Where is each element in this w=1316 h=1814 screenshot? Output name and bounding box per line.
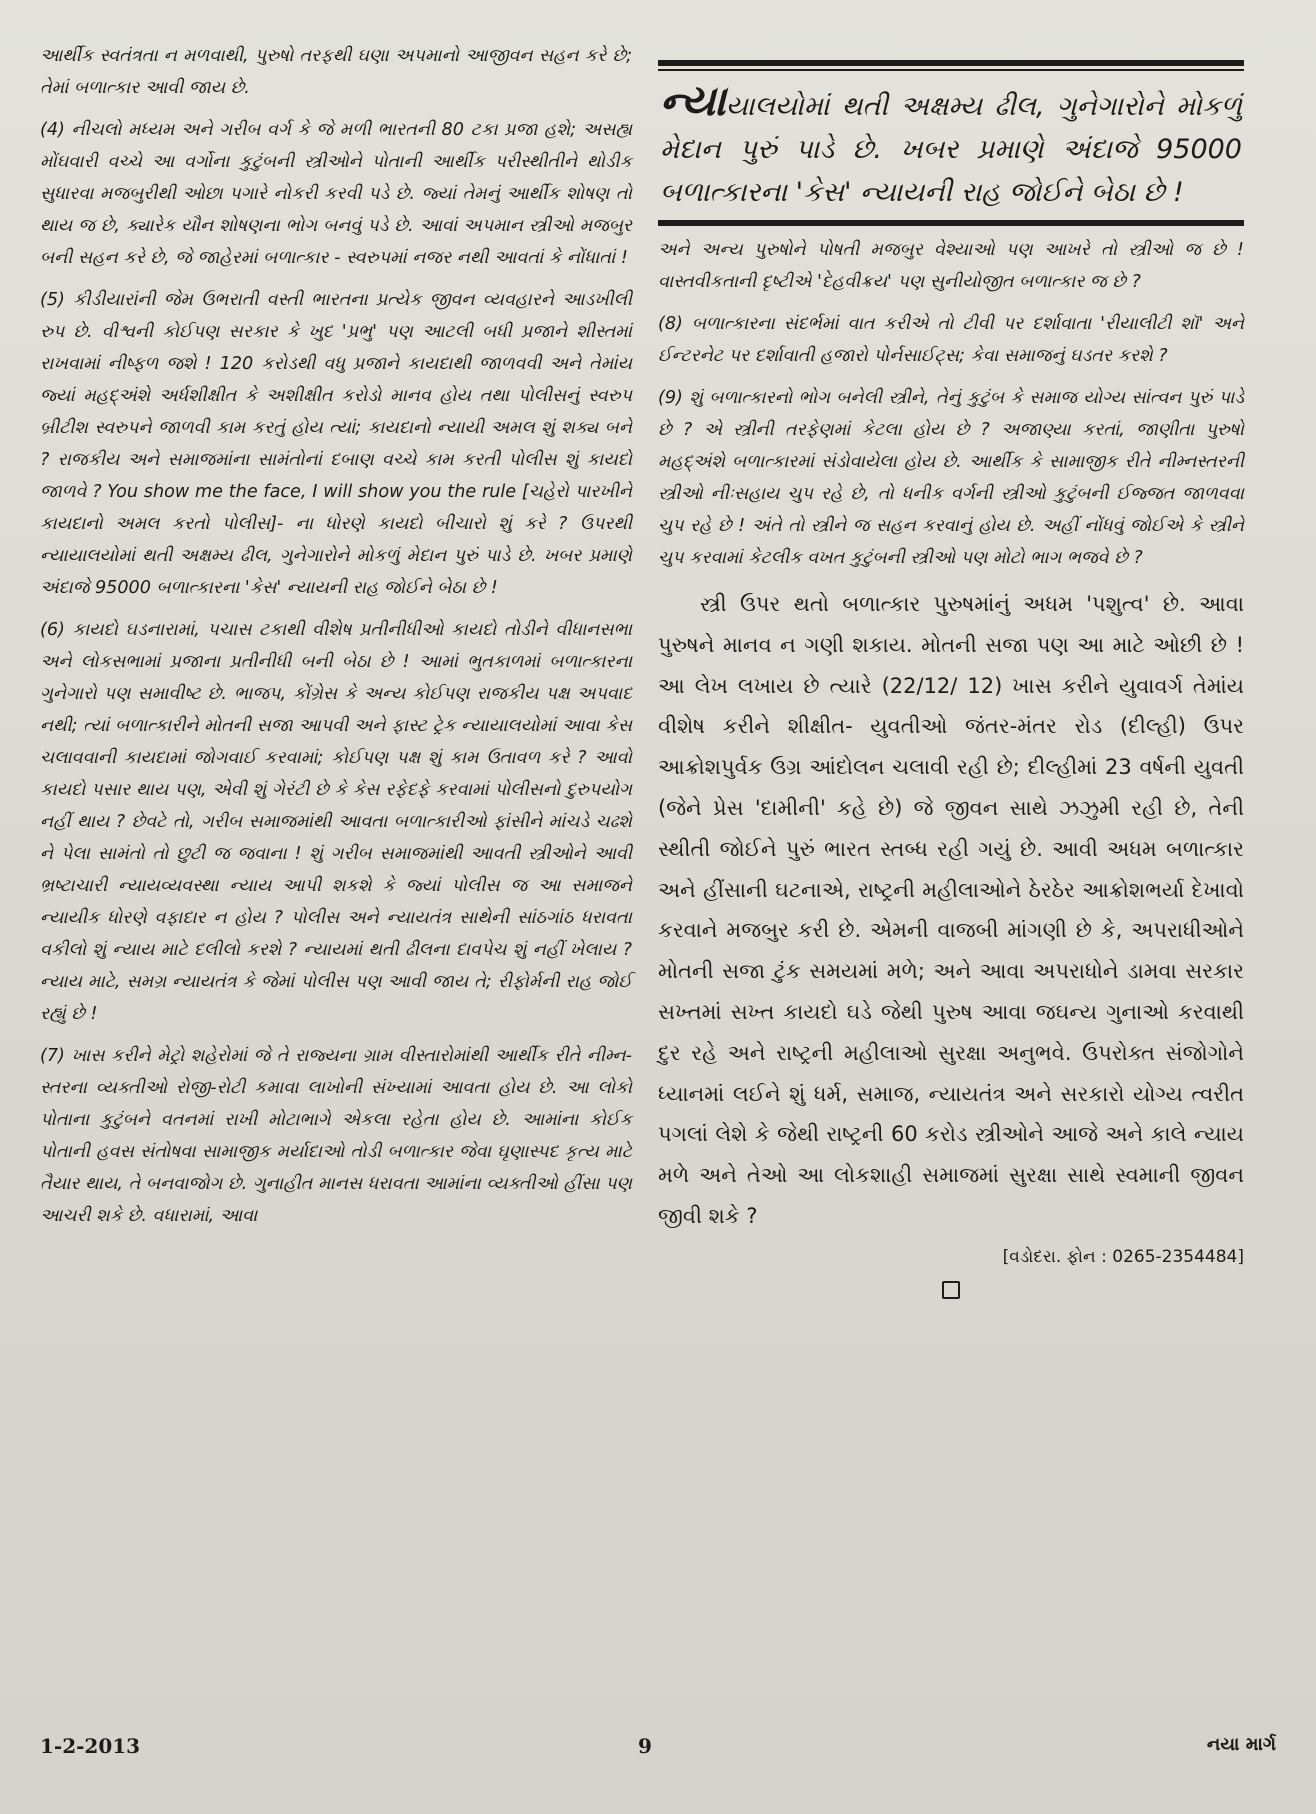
- pull-quote-text: યાલયોમાં થતી અક્ષમ્ય ઢીલ, ગુનેગારોને મોકળું મેદાન પુરું પાડે છે. ખબર પ્રમાણે અંદાજે 95000 બળાત્કારના 'કેસ' ન્યાયની રાહ જોઈને બેઠા છે !: [660, 91, 1242, 208]
- paragraph-point-6: (6) કાયદો ઘડનારામાં, પચાસ ટકાથી વીશેષ પ્રતીનીધીઓ કાયદો તોડીને વીધાનસભા અને લોકસભામાં પ્રજાના પ્રતીનીધી બની બેઠા છે ! આમાં ભુતકાળમાં બળાત્કારના ગુનેગારો પણ સમાવીષ્ટ છે. ભાજપ, કોંગ્રેસ કે અન્ય કોઈપણ રાજકીય પક્ષ અપવાદ નથી; ત્યાં બળાત્કારીને મોતની સજા આપવી અને ફાસ્ટ ટ્રેક ન્યાયાલયોમાં આવા કેસ ચલાવવાની કાયદામાં જોગવાઈ કરવામાં; કોઈપણ પક્ષ શું કામ ઉતાવળ કરે ? આવો કાયદો પસાર થાય પણ, એવી શું ગેરંટી છે કે કેસ રફેદફે કરવામાં પોલીસનો દુરુપયોગ નહીં થાય ? છેવટે તો, ગરીબ સમાજમાંથી આવતા બળાત્કારીઓ ફાંસીને માંચડે ચઢશે ને પેલા સામંતો તો છુટી જ જવાના ! શું ગરીબ સમાજમાંથી આવતી સ્ત્રીઓને આવી ભ્રષ્ટાચારી ન્યાયવ્યવસ્થા ન્યાય આપી શકશે કે જ્યાં પોલીસ જ આ સમાજને ન્યાયીક ધોરણે વફાદાર ન હોય ? પોલીસ અને ન્યાયતંત્ર સાથેની સાંઠગાંઠ ધરાવતા વકીલો શું ન્યાય માટે દલીલો કરશે ? ન્યાયમાં થતી ઢીલના દાવપેચ શું નહીં ખેલાય ? ન્યાય માટે, સમગ્ર ન્યાયતંત્ર કે જેમાં પોલીસ પણ આવી જાય તે; રીફોર્મની રાહ જોઈ રહ્યું છે !: [40, 620, 632, 1024]
- footer-page-number: 9: [638, 1734, 652, 1758]
- footer-date: 1-2-2013: [40, 1734, 141, 1758]
- paragraph-point-7: (7) ખાસ કરીને મેટ્રો શહેરોમાં જે તે રાજ્યના ગ્રામ વીસ્તારોમાંથી આર્થીક રીતે નીમ્ન- સ્તરના વ્યક્તીઓ રોજી-રોટી કમાવા લાખોની સંખ્યામાં આવતા હોય છે. આ લોકો પોતાના કુટુંબને વતનમાં રાખી મોટાભાગે એકલા રહેતા હોય છે. આમાંના કોઈક પોતાની હવસ સંતોષવા સામાજીક મર્યાદાઓ તોડી બળાત્કાર જેવા ઘૃણાસ્પદ કૃત્ય માટે તૈયાર થાય, તે બનવાજોગ છે. ગુનાહીત માનસ ધરાવતા આમાંના વ્યક્તીઓ હીંસા પણ આચરી શકે છે. વધારામાં, આવા: [40, 1046, 632, 1226]
- page-footer: [40, 1734, 1276, 1774]
- closing-text: સ્ત્રી ઉપર થતો બળાત્કાર પુરુષમાંનું અધમ 'પશુત્વ' છે. આવા પુરુષને માનવ ન ગણી શકાય. મોતની સજા પણ આ માટે ઓછી છે ! આ લેખ લખાય છે ત્યારે (22/12/ 12) ખાસ કરીને યુવાવર્ગ તેમાંય વીશેષ કરીને શીક્ષીત- યુવતીઓ જંતર-મંતર રોડ (દીલ્હી) ઉપર આક્રોશપુર્વક ઉગ્ર આંદોલન ચલાવી રહી છે; દીલ્હીમાં 23 વર્ષની યુવતી (જેને પ્રેસ 'દામીની' કહે છે) જે જીવન સાથે ઝઝુમી રહી છે, તેની સ્થીતી જોઈને પુરું ભારત સ્તબ્ધ રહી ગયું છે. આવી અધમ બળાત્કાર અને હીંસાની ઘટનાએ, રાષ્ટ્રની મહીલાઓને ઠેરઠેર આક્રોશભર્યા દેખાવો કરવાને મજબુર કરી છે. એમની વાજબી માંગણી છે કે, અપરાધીઓને મોતની સજા ટુંક સમયમાં મળે; અને આવા અપરાધોને ડામવા સરકાર સખ્તમાં સખ્ત કાયદો ઘડે જેથી પુરુષ આવા જઘન્ય ગુનાઓ કરવાથી દુર રહે અને રાષ્ટ્રની મહીલાઓ સુરક્ષા અનુભવે. ઉપરોક્ત સંજોગોને ધ્યાનમાં લઈને શું ધર્મ, સમાજ, ન્યાયતંત્ર અને સરકારો યોગ્ય ત્વરીત પગલાં લેશે કે જેથી રાષ્ટ્રની 60 કરોડ સ્ત્રીઓને આજે અને કાલે ન્યાય મળે અને તેઓ આ લોકશાહી સમાજમાં સુરક્ષા સાથે સ્વમાની જીવન જીવી શકે ?: [658, 592, 1244, 1228]
- paragraph-continuation: અને અન્ય પુરુષોને પોષતી મજબુર વેશ્યાઓ પણ આખરે તો સ્ત્રીઓ જ છે ! વાસ્તવીકતાની દૃષ્ટીએ 'દેહવીક્રય' પણ સુનીયોજીત બળાત્કાર જ છે ?: [658, 240, 1244, 292]
- paragraph-point-8: (8) બળાત્કારના સંદર્ભમાં વાત કરીએ તો ટીવી પર દર્શાવાતા 'રીયાલીટી શૉ' અને ઈન્ટરનેટ પર દર્શાવાતી હજારો પોર્નસાઈટ્સ; કેવા સમાજનું ઘડતર કરશે ?: [658, 314, 1244, 366]
- pull-quote-bottom-rule: [658, 220, 1244, 226]
- author-contact: [વડોદરા. ફોન : 0265-2354484]: [1002, 1246, 1244, 1267]
- right-italic-block: [658, 234, 1244, 574]
- right-column: [658, 60, 1244, 1299]
- pull-quote: [658, 71, 1244, 220]
- paragraph-point-4: (4) નીચલો મધ્યમ અને ગરીબ વર્ગ કે જે મળી ભારતની 80 ટકા પ્રજા હશે; અસહ્ય મોંઘવારી વચ્ચે આ વર્ગોના કુટુંબની સ્ત્રીઓને પોતાની આર્થીક પરીસ્થીતીને થોડીક સુધારવા મજબુરીથી ઓછા પગારે નોકરી કરવી પડે છે. જ્યાં તેમનું આર્થીક શોષણ તો થાય જ છે, ક્યારેક યૌન શોષણના ભોગ બનવું પડે છે. આવાં અપમાન સ્ત્રીઓ મજબુર બની સહન કરે છે, જે જાહેરમાં બળાત્કાર - સ્વરુપમાં નજર નથી આવતાં કે નોંધાતાં !: [40, 120, 632, 268]
- left-column: [40, 40, 632, 1242]
- pull-quote-dropcap: ન્યા: [660, 76, 726, 125]
- pull-quote-top-rule: [658, 60, 1244, 66]
- paragraph-point-5: (5) કીડીયારાંની જેમ ઉભરાતી વસ્તી ભારતના પ્રત્યેક જીવન વ્યવહારને આડખીલી રુપ છે. વીશ્વની કોઈપણ સરકાર કે ખુદ 'પ્રભુ' પણ આટલી બધી પ્રજાને શીસ્તમાં રાખવામાં નીષ્ફળ જશે ! 120 કરોડથી વધુ પ્રજાને કાયદાથી જાળવવી અને તેમાંય જ્યાં મહદ્અંશે અર્ધશીક્ષીત કે અશીક્ષીત કરોડો માનવ હોય તથા પોલીસનું સ્વરુપ બ્રીટીશ સ્વરુપને જાળવી કામ કરતું હોય ત્યાં; કાયદાનો ન્યાયી અમલ શું શક્ય બને ? રાજકીય અને સમાજમાંના સામંતોનાં દબાણ વચ્ચે કામ કરતી પોલીસ શું કાયદો જાળવે ? You show me the face, I will show you the rule [ચહેરો પારખીને કાયદાનો અમલ કરતો પોલીસ]- ના ધોરણે કાયદો બીચારો શું કરે ? ઉપરથી ન્યાયાલયોમાં થતી અક્ષમ્ય ઢીલ, ગુનેગારોને મોકળું મેદાન પુરું પાડે છે. ખબર પ્રમાણે અંદાજે 95000 બળાત્કારના 'કેસ' ન્યાયની રાહ જોઈને બેઠા છે !: [40, 290, 632, 598]
- paragraph-intro: આર્થીક સ્વતંત્રતા ન મળવાથી, પુરુષો તરફથી ઘણા અપમાનો આજીવન સહન કરે છે; તેમાં બળાત્કાર આવી જાય છે.: [40, 46, 632, 98]
- end-of-article-square-icon: [942, 1281, 960, 1299]
- closing-paragraph: [658, 584, 1244, 1237]
- paragraph-point-9: (9) શું બળાત્કારનો ભોગ બનેલી સ્ત્રીને, તેનું કુટુંબ કે સમાજ યોગ્ય સાંત્વન પુરું પાડે છે ? એ સ્ત્રીની તરફેણમાં કેટલા હોય છે ? અજાણ્યા કરતાં, જાણીતા પુરુષો મહદ્અંશે બળાત્કારમાં સંડોવાયેલા હોય છે. આર્થીક કે સામાજીક રીતે નીમ્નસ્તરની સ્ત્રીઓ નીઃસહાય ચુપ રહે છે, તો ધનીક વર્ગની સ્ત્રીઓ કુટુંબની ઈજ્જત જાળવવા ચુપ રહે છે ! અંતે તો સ્ત્રીને જ સહન કરવાનું હોય છે. અહીં નોંધવું જોઈએ કે સ્ત્રીને ચુપ કરવામાં કેટલીક વખત કુટુંબની સ્ત્રીઓ પણ મોટો ભાગ ભજવે છે ?: [658, 388, 1244, 568]
- footer-publication-name: નયા માર્ગ: [1206, 1734, 1276, 1755]
